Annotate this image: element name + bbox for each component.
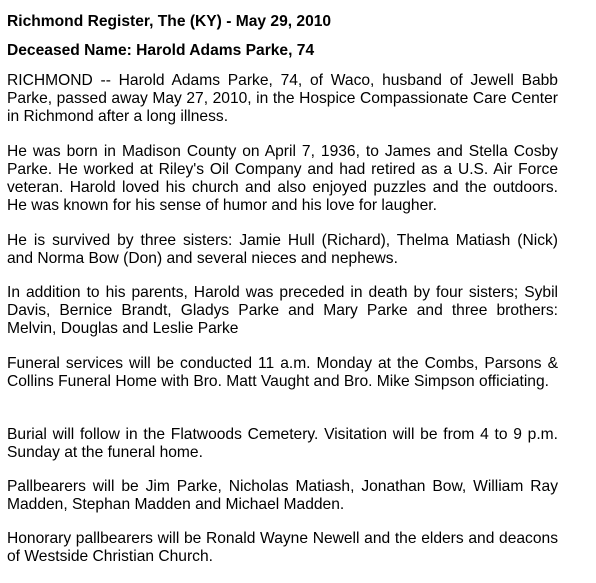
paragraph-funeral-services: Funeral services will be conducted 11 a.m. Monday at the Combs, Parsons & Collins Funeral Home with Bro. Matt Vaught and Bro. Mike Simpson officiating. <box>7 355 558 390</box>
paragraph-preceded-in-death: In addition to his parents, Harold was preceded in death by four sisters; Sybil Davis, Bernice Brandt, Gladys Parke and Mary Parke and three brothers: Melvin, Douglas and Leslie Parke <box>7 284 558 337</box>
source-heading: Richmond Register, The (KY) - May 29, 2010 <box>7 13 332 30</box>
paragraph-survivors: He is survived by three sisters: Jamie Hull (Richard), Thelma Matiash (Nick) and Norma Bow (Don) and several nieces and nephews. <box>7 232 558 267</box>
paragraph-biography: He was born in Madison County on April 7, 1936, to James and Stella Cosby Parke. He worked at Riley's Oil Company and had retired as a U.S. Air Force veteran. Harold loved his church and also enjoyed puzzles and the outdoors. He was known for his sense of humor and his love for laugher. <box>7 143 558 214</box>
paragraph-pallbearers: Pallbearers will be Jim Parke, Nicholas Matiash, Jonathan Bow, William Ray Madden, Stephan Madden and Michael Madden. <box>7 478 558 513</box>
paragraph-death-notice: RICHMOND -- Harold Adams Parke, 74, of Waco, husband of Jewell Babb Parke, passed away May 27, 2010, in the Hospice Compassionate Care Center in Richmond after a long illness. <box>7 72 558 125</box>
paragraph-burial-visitation: Burial will follow in the Flatwoods Cemetery. Visitation will be from 4 to 9 p.m. Sunday at the funeral home. <box>7 426 558 461</box>
paragraph-honorary-pallbearers: Honorary pallbearers will be Ronald Wayne Newell and the elders and deacons of Westside Christian Church. <box>7 530 558 565</box>
deceased-name-heading: Deceased Name: Harold Adams Parke, 74 <box>7 42 315 59</box>
